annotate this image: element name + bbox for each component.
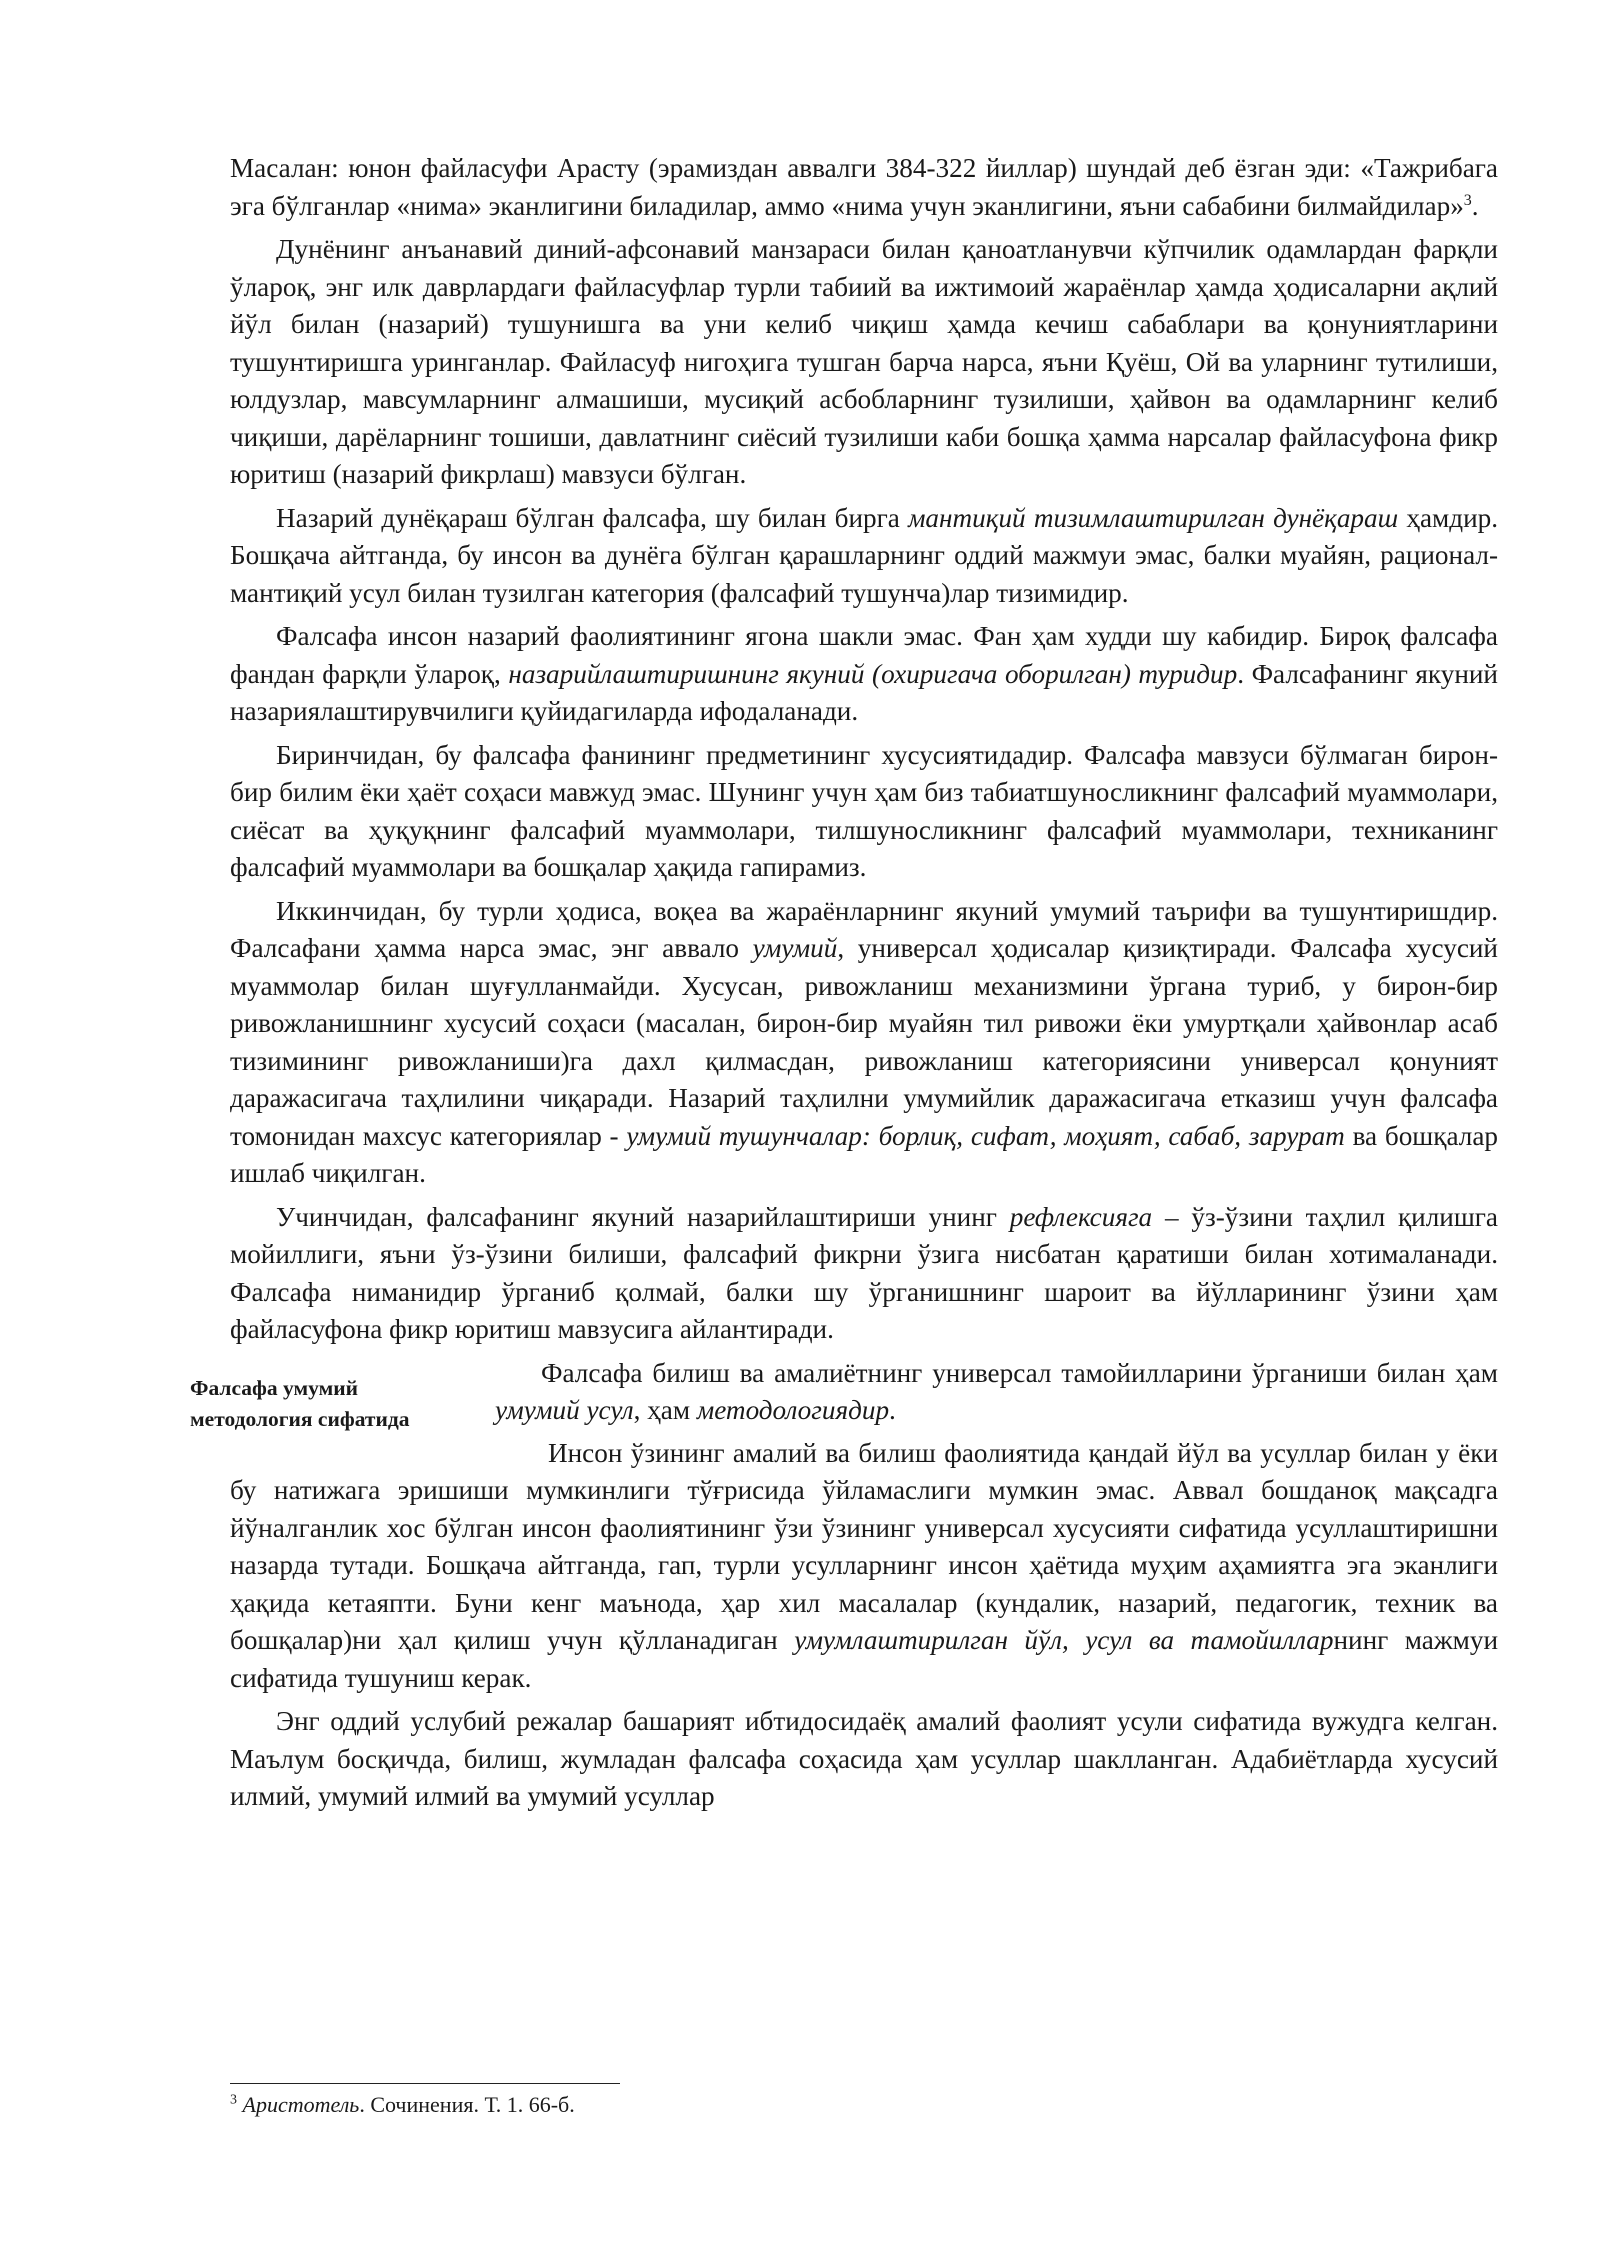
document-page [190,150,1499,1816]
footnote-divider [230,2083,620,2084]
paragraph-3: Назарий дунёқараш бўлган фалсафа, шу билан бирга мантиқий тизимлаштирилган дунёқараш ҳамдир. Бошқача айтганда, бу инсон ва дунёга бўлган қарашларнинг оддий мажмуи эмас, балки муайян, рационал-мантиқий усул билан тузилган категория (фалсафий тушунча)лар тизимидир. [230,502,1499,608]
footnote-text: . Сочинения. Т. 1. 66-б. [359,2092,575,2117]
footnote-number: 3 [230,2092,237,2108]
paragraph-5: Биринчидан, бу фалсафа фанининг предметининг хусусиятидадир. Фалсафа мавзуси бўлмаган бирон-бир билим ёки ҳаёт соҳаси мавжуд эмас. Шунинг учун ҳам биз табиатшуносликнинг фалсафий муаммолари, сиёсат ва ҳуқуқнинг фалсафий муаммолари, тилшуносликнинг фалсафий муаммолари, техниканинг фалсафий муаммолари ва бошқалар ҳақида гапирамиз. [230,739,1498,882]
paragraph-10: Энг оддий услубий режалар башарият ибтидосидаёқ амалий фаолият усули сифатида вужудга келган. Маълум босқичда, билиш, жумладан фалсафа соҳасида ҳам усуллар шаклланган. Адабиётларда хусусий илмий, умумий илмий ва умумий усуллар [230,1706,1498,1811]
paragraph-4: Фалсафа инсон назарий фаолиятининг ягона шакли эмас. Фан ҳам худди шу кабидир. Бироқ фалсафа фандан фарқли ўлароқ, назарийлаштиришнинг якуний (охиригача оборилган) туридир. Фалсафанинг якуний назариялаштирувчилиги қуйидагиларда ифодаланади. [230,621,1498,726]
paragraph-1: Масалан: юнон файласуфи Арасту (эрамиздан аввалги 384-322 йиллар) шундай деб ёзган эди: «Тажрибага эга бўлганлар «нима» эканлигини биладилар, аммо «нима учун эканлигини, яъни сабабини билмайдилар»$^3$. [230,153,1498,221]
footnote [230,2090,575,2120]
paragraph-7: Учинчидан, фалсафанинг якуний назарийлаштириши унинг рефлексияга – ўз-ўзини таҳлил қилишга мойиллиги, яъни ўз-ўзини билиши, фалсафий фикрни ўзига нисбатан қаратиши билан хотималанади. Фалсафа ниманидир ўрганиб қолмай, балки шу ўрганишнинг шароит ва йўлларининг ўзини ҳам файласуфона фикр юритиш мавзусига айлантиради. [230,1201,1498,1344]
paragraph-2: Дунёнинг анъанавий диний-афсонавий манзараси билан қаноатланувчи кўпчилик одамлардан фарқли ўлароқ, энг илк даврлардаги файласуфлар турли табиий ва ижтимоий жараёнлар ҳамда ҳодисаларни ақлий йўл билан (назарий) тушунишга ва уни келиб чиқиш ҳамда кечиш сабаблари ва қонуниятларини тушунтиришга уринганлар. Файласуф нигоҳига тушган барча нарса, яъни Қуёш, Ой ва уларнинг тутилиши, юлдузлар, мавсумларнинг алмашиши, мусиқий асбобларнинг тузилиши, ҳайвон ва одамларнинг келиб чиқиши, дарёларнинг тошиши, давлатнинг сиёсий тузилиши каби бошқа ҳамма нарсалар файласуфона фикр юритиш (назарий фикрлаш) мавзуси бўлган. [230,234,1498,489]
footnote-ref[interactable]: 3 [1463,191,1472,209]
footnote-author: Аристотель [242,2092,360,2117]
side-text [495,1355,1498,1435]
paragraph-6: Иккинчидан, бу турли ҳодиса, воқеа ва жараёнларнинг якуний умумий таърифи ва тушунтиришдир. Фалсафани ҳамма нарса эмас, энг аввало умумий, универсал ҳодисалар қизиқтиради. Фалсафа хусусий муаммолар билан шуғулланмайди. Хусусан, ривожланиш механизмини ўргана туриб, у бирон-бир ривожланишнинг хусусий соҳаси (масалан, бирон-бир муайян тил ривожи ёки умуртқали ҳайвонлар асаб тизимининг ривожланиши)га дахл қилмасдан, ривожланиш категориясини универсал қонуният даражасигача таҳлилини чиқаради. Назарий таҳлилни умумийлик даражасигача етказиш учун фалсафа томонидан махсус категориялар - умумий тушунчалар: борлиқ, сифат, моҳият, сабаб, зарурат ва бошқалар ишлаб чиқилган. [230,895,1498,1188]
paragraph-8: Фалсафа билиш ва амалиётнинг универсал тамойилларини ўрганиши билан ҳам умумий усул, ҳам методологиядир. [495,1357,1498,1425]
section-with-margin-heading [190,1355,1498,1435]
margin-heading: Фалсафа умумий методология сифатида [190,1375,410,1431]
paragraph-9: Инсон ўзининг амалий ва билиш фаолиятида қандай йўл ва усуллар билан у ёки бу натижага эришиши мумкинлиги тўғрисида ўйламаслиги мумкин эмас. Аввал бошданоқ мақсадга йўналганлик хос бўлган инсон фаолиятининг ўзи ўзининг универсал хусусияти сифатида усуллаштиришни назарда тутади. Бошқача айтганда, гап, турли усулларнинг инсон ҳаётида муҳим аҳамиятга эга эканлиги ҳақида кетаяпти. Буни кенг маънода, ҳар хил масалалар (кундалик, назарий, педагогик, техник ва бошқалар)ни ҳал қилиш учун қўлланадиган умумлаштирилган йўл, усул ва тамойилларнинг мажмуи сифатида тушуниш керак. [230,1437,1498,1693]
